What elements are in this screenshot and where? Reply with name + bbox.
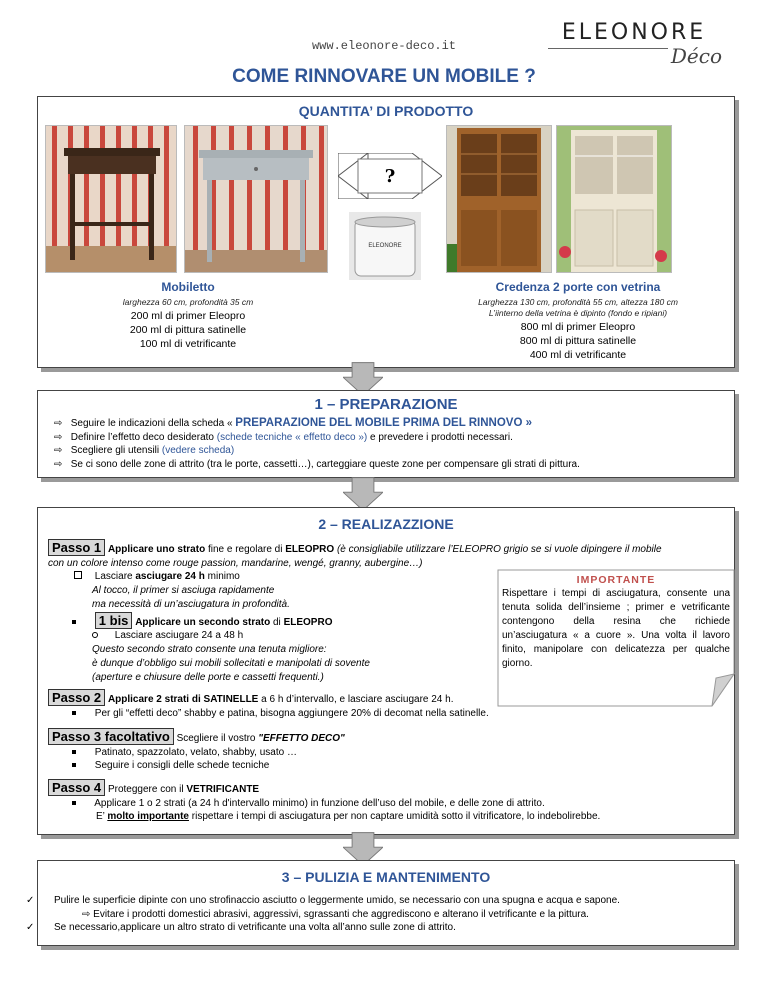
passo-1-bis-label: 1 bis <box>95 612 133 629</box>
passo-1-bis: 1 bis Applicare un secondo strato di ELEOPRO <box>72 612 332 630</box>
passo-1-bis-note-2: è dunque d’obbligo sui mobili sollecitati e manipolati di sovente <box>92 658 370 669</box>
square-bullet-icon <box>72 620 76 624</box>
mobiletto-dims: larghezza 60 cm, profondità 35 cm <box>122 297 254 307</box>
credenza-photo-wood <box>446 125 552 273</box>
mobiletto-qty-1: 200 ml di primer Eleopro <box>130 310 246 322</box>
arrow-bullet-icon: ⇨ <box>54 418 63 429</box>
passo-3-bullet-1: Patinato, spazzolato, velato, shabby, usato … <box>72 746 297 760</box>
question-mark: ? <box>384 166 396 187</box>
prep-item-2: ⇨ Definire l’effetto deco desiderato (schede tecniche « effetto deco ») e prevedere i prodotti necessari. <box>54 432 513 443</box>
credenza-qty-1: 800 ml di primer Eleopro <box>520 321 636 333</box>
important-title: IMPORTANTE <box>576 574 656 586</box>
check-icon: ✓ <box>26 922 35 933</box>
can-label: ELEONORE <box>368 243 402 249</box>
passo-1-note-2: ma necessità di un’asciugatura in profondità. <box>92 599 290 610</box>
logo-script: Déco <box>670 44 722 68</box>
credenza-qty-3: 400 ml di vetrificante <box>529 349 627 361</box>
credenza-dims: Larghezza 130 cm, profondità 55 cm, altezza 180 cm <box>478 297 678 307</box>
eleonore-deco-logo <box>540 20 728 70</box>
prep-item-1: ⇨ Seguire le indicazioni della scheda « PREPARAZIONE DEL MOBILE PRIMA DEL RINNOVO » <box>54 417 532 429</box>
clean-item-1-sub: ⇨ Evitare i prodotti domestici abrasivi, aggressivi, sgrassanti che aggrediscono e alterano il vetrificante e la pittura. <box>82 909 589 920</box>
passo-4-label: Passo 4 <box>48 779 105 796</box>
website-url[interactable]: www.eleonore-deco.it <box>311 39 457 53</box>
passo-1-bis-note-1: Questo secondo strato consente una tenuta migliore: <box>92 644 327 655</box>
cleaning-title: 3 – PULIZIA E MANTENIMENTO <box>281 869 491 885</box>
passo-4-bullet-1: Applicare 1 o 2 strati (a 24 h d'intervallo minimo) in funzione dell’uso del mobile, e delle zone di attrito. <box>72 797 722 811</box>
quantity-section <box>37 96 735 368</box>
mobiletto-photo-dark <box>45 125 177 273</box>
credenza-dims-2: L’iinterno della vetrina è dipinto (fondo e ripiani) <box>488 308 668 318</box>
credenza-photo-white <box>556 125 672 273</box>
arrow-bullet-icon: ⇨ <box>54 432 63 443</box>
mobiletto-photo-grey <box>184 125 328 273</box>
passo-3: Passo 3 facoltativo Scegliere il vostro "EFFETTO DECO" <box>48 728 728 746</box>
square-bullet-icon <box>72 801 76 805</box>
realization-section <box>37 507 735 835</box>
check-icon: ✓ <box>26 895 35 906</box>
passo-1-note-1: Al tocco, il primer si asciuga rapidamente <box>92 585 275 596</box>
passo-2-label: Passo 2 <box>48 689 105 706</box>
page-title: COME RINNOVARE UN MOBILE ? <box>232 66 536 87</box>
quantity-title: QUANTITA’ DI PRODOTTO <box>298 103 474 119</box>
passo-1-sub: Lasciare asciugare 24 h minimo <box>74 570 240 584</box>
passo-1-cont: con un colore intenso come rouge passion, mandarine, wengé, granny, aubergine…) <box>48 558 423 569</box>
passo-3-bullet-2: Seguire i consigli delle schede tecniche <box>72 759 269 773</box>
mobiletto-qty-3: 100 ml di vetrificante <box>139 338 237 350</box>
passo-4-bullet-2: E’ molto importante rispettare i tempi di asciugatura per non captare umidità sotto il vitrificatore, lo indebolirebbe. <box>96 811 601 822</box>
circle-bullet-icon <box>92 632 98 638</box>
important-text: Rispettare i tempi di asciugatura, consente una tenuta solida dell’insieme ; primer e vetrificante contengono della resina che richiede un’asciugatura « a cuore ». Una volta il lavoro finito, manipolare con delicatezza per qualche giorno. <box>502 588 730 669</box>
passo-1-label: Passo 1 <box>48 539 105 556</box>
passo-1-bis-sub: Lasciare asciugare 24 a 48 h <box>92 629 243 643</box>
mobiletto-title: Mobiletto <box>161 280 215 294</box>
square-bullet-icon <box>72 711 76 715</box>
cleaning-section <box>26 860 735 946</box>
credenza-qty-2: 800 ml di pittura satinelle <box>519 335 637 347</box>
arrow-bullet-icon: ⇨ <box>54 459 63 470</box>
clean-item-2: ✓ Se necessario,applicare un altro strato di vetrificante una volta all’anno sulle zone di attrito. <box>26 922 456 933</box>
down-arrow-icon <box>343 477 383 511</box>
logo-text: ELEONORE <box>561 20 707 45</box>
passo-2: Passo 2 Applicare 2 strati di SATINELLE a 6 h d’intervallo, e lasciare asciugare 24 h. <box>48 689 728 707</box>
passo-2-bullet: Per gli “effetti deco” shabby e patina, bisogna aggiungere 20% di decomat nella satinelle. <box>72 707 722 721</box>
prep-item-4: ⇨ Se ci sono delle zone di attrito (tra le porte, cassetti…), carteggiare queste zone per compensare gli strati di pittura. <box>54 459 580 470</box>
passo-3-label: Passo 3 facoltativo <box>48 728 174 745</box>
realization-title: 2 – REALIZAZZIONE <box>318 516 454 532</box>
square-bullet-icon <box>74 571 82 579</box>
clean-item-1: ✓ Pulire le superficie dipinte con uno strofinaccio asciutto o leggermente umido, se necessario con una spugna e acqua e sapone. <box>26 895 620 906</box>
logo-line <box>548 48 668 49</box>
preparation-section <box>37 390 735 478</box>
square-bullet-icon <box>72 763 76 767</box>
mobiletto-qty-2: 200 ml di pittura satinelle <box>129 324 247 336</box>
credenza-title: Credenza 2 porte con vetrina <box>495 280 661 294</box>
passo-1: Passo 1 Applicare uno strato fine e regolare di ELEOPRO (è consigliabile utilizzare l’ELEOPRO grigio se si vuole dipingere il mobile <box>48 539 728 557</box>
square-bullet-icon <box>72 750 76 754</box>
passo-1-bis-note-3: (aperture e chiusure delle porte e cassetti frequenti.) <box>92 672 324 683</box>
arrow-bullet-icon: ⇨ <box>54 445 63 456</box>
preparation-title: 1 – PREPARAZIONE <box>314 396 458 413</box>
prep-item-3: ⇨ Scegliere gli utensili (vedere scheda) <box>54 445 235 456</box>
passo-4: Passo 4 Proteggere con il VETRIFICANTE <box>48 779 728 797</box>
